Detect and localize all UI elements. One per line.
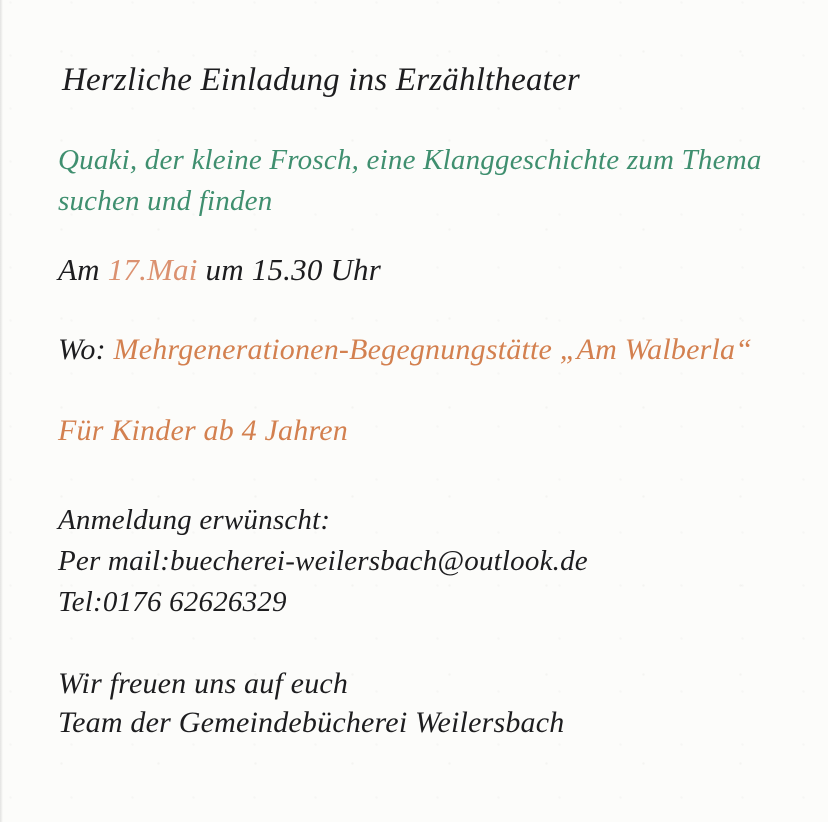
closing-greeting: Wir freuen uns auf euch	[58, 667, 349, 700]
registration-email: Per mail:buecherei-weilersbach@outlook.de	[58, 545, 588, 577]
event-subtitle-line1: Quaki, der kleine Frosch, eine Klanggeschichte zum Thema	[58, 144, 762, 176]
registration-heading: Anmeldung erwünscht:	[58, 504, 331, 536]
invitation-title: Herzliche Einladung ins Erzähltheater	[62, 62, 580, 98]
audience-note: Für Kinder ab 4 Jahren	[58, 414, 348, 447]
event-location-line	[58, 333, 752, 367]
registration-phone: Tel:0176 62626329	[58, 586, 287, 618]
closing-block	[58, 664, 564, 742]
event-subtitle	[58, 140, 762, 222]
event-subtitle-line2: suchen und finden	[58, 185, 273, 217]
date-prefix: Am	[58, 252, 108, 287]
event-date: 17.Mai	[107, 252, 198, 287]
location-name: Mehrgenerationen-Begegnungstätte „Am Walberla“	[113, 333, 753, 366]
registration-block	[58, 500, 588, 623]
closing-signature: Team der Gemeindebücherei Weilersbach	[58, 706, 565, 739]
location-label: Wo:	[58, 333, 114, 366]
event-date-line	[58, 252, 381, 288]
date-suffix: um 15.30 Uhr	[197, 252, 382, 287]
